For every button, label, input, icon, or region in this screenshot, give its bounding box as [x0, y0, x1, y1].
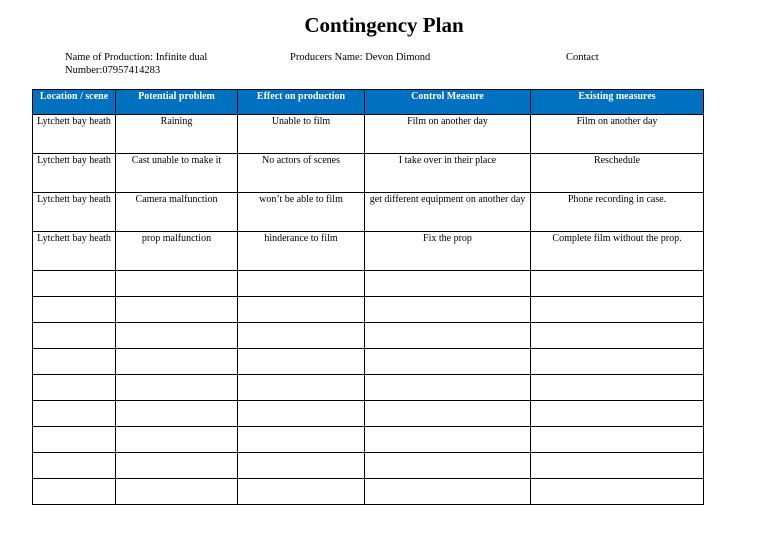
empty-table-cell [33, 453, 116, 479]
table-row [33, 193, 704, 232]
header-potential-problem: Potential problem [116, 90, 238, 115]
empty-table-cell [531, 271, 704, 297]
empty-table-cell [365, 297, 531, 323]
header-location: Location / scene [33, 90, 116, 115]
empty-table-row [33, 349, 704, 375]
table-cell: Fix the prop [365, 232, 531, 271]
empty-table-cell [238, 375, 365, 401]
table-cell: Unable to film [238, 115, 365, 154]
empty-table-cell [116, 375, 238, 401]
empty-table-cell [116, 323, 238, 349]
table-row [33, 232, 704, 271]
contact-label: Contact [566, 52, 599, 63]
empty-table-cell [365, 323, 531, 349]
empty-table-row [33, 271, 704, 297]
empty-table-row [33, 427, 704, 453]
table-cell: Camera malfunction [116, 193, 238, 232]
table-cell: Lytchett bay heath [33, 115, 116, 154]
table-row [33, 115, 704, 154]
table-row [33, 154, 704, 193]
table-cell: Reschedule [531, 154, 704, 193]
empty-table-cell [33, 297, 116, 323]
empty-table-cell [365, 271, 531, 297]
empty-table-cell [365, 375, 531, 401]
empty-table-cell [238, 479, 365, 505]
empty-table-cell [531, 453, 704, 479]
document-title: Contingency Plan [304, 13, 464, 37]
empty-table-cell [238, 323, 365, 349]
header-existing-measures: Existing measures [531, 90, 704, 115]
empty-table-cell [531, 479, 704, 505]
production-name: Name of Production: Infinite dual [65, 52, 208, 63]
empty-table-cell [238, 297, 365, 323]
empty-table-cell [531, 427, 704, 453]
empty-table-row [33, 297, 704, 323]
contact-number: Number:07957414283 [65, 65, 161, 76]
empty-table-row [33, 323, 704, 349]
table-cell: Cast unable to make it [116, 154, 238, 193]
empty-table-cell [116, 349, 238, 375]
table-cell: prop malfunction [116, 232, 238, 271]
empty-table-row [33, 375, 704, 401]
empty-table-cell [238, 271, 365, 297]
empty-table-cell [238, 453, 365, 479]
empty-table-cell [116, 427, 238, 453]
table-cell: No actors of scenes [238, 154, 365, 193]
table-cell: won’t be able to film [238, 193, 365, 232]
empty-table-cell [238, 427, 365, 453]
empty-table-cell [33, 323, 116, 349]
table-cell: Complete film without the prop. [531, 232, 704, 271]
table-cell: hinderance to film [238, 232, 365, 271]
empty-table-cell [531, 401, 704, 427]
empty-table-row [33, 479, 704, 505]
table-cell: Lytchett bay heath [33, 154, 116, 193]
empty-table-cell [116, 401, 238, 427]
producer-name: Producers Name: Devon Dimond [290, 52, 431, 63]
empty-table-cell [33, 349, 116, 375]
empty-table-cell [531, 349, 704, 375]
empty-table-cell [238, 401, 365, 427]
empty-table-cell [33, 427, 116, 453]
header-control-measure: Control Measure [365, 90, 531, 115]
table-cell: Film on another day [365, 115, 531, 154]
empty-table-cell [116, 453, 238, 479]
table-cell: Phone recording in case. [531, 193, 704, 232]
empty-table-cell [33, 479, 116, 505]
empty-table-row [33, 453, 704, 479]
empty-table-cell [531, 323, 704, 349]
empty-table-cell [531, 297, 704, 323]
empty-table-cell [33, 271, 116, 297]
empty-table-cell [238, 349, 365, 375]
empty-table-cell [365, 349, 531, 375]
table-cell: I take over in their place [365, 154, 531, 193]
table-cell: get different equipment on another day [365, 193, 531, 232]
table-cell: Lytchett bay heath [33, 232, 116, 271]
empty-table-row [33, 401, 704, 427]
empty-table-cell [365, 453, 531, 479]
contingency-table [32, 89, 704, 505]
empty-table-cell [33, 375, 116, 401]
header-effect-on-production: Effect on production [238, 90, 365, 115]
table-cell: Raining [116, 115, 238, 154]
empty-table-cell [116, 479, 238, 505]
table-header-row [33, 90, 704, 115]
empty-table-cell [365, 427, 531, 453]
table-cell: Lytchett bay heath [33, 193, 116, 232]
empty-table-cell [33, 401, 116, 427]
table-cell: Film on another day [531, 115, 704, 154]
empty-table-cell [116, 297, 238, 323]
empty-table-cell [531, 375, 704, 401]
empty-table-cell [365, 479, 531, 505]
empty-table-cell [365, 401, 531, 427]
empty-table-cell [116, 271, 238, 297]
